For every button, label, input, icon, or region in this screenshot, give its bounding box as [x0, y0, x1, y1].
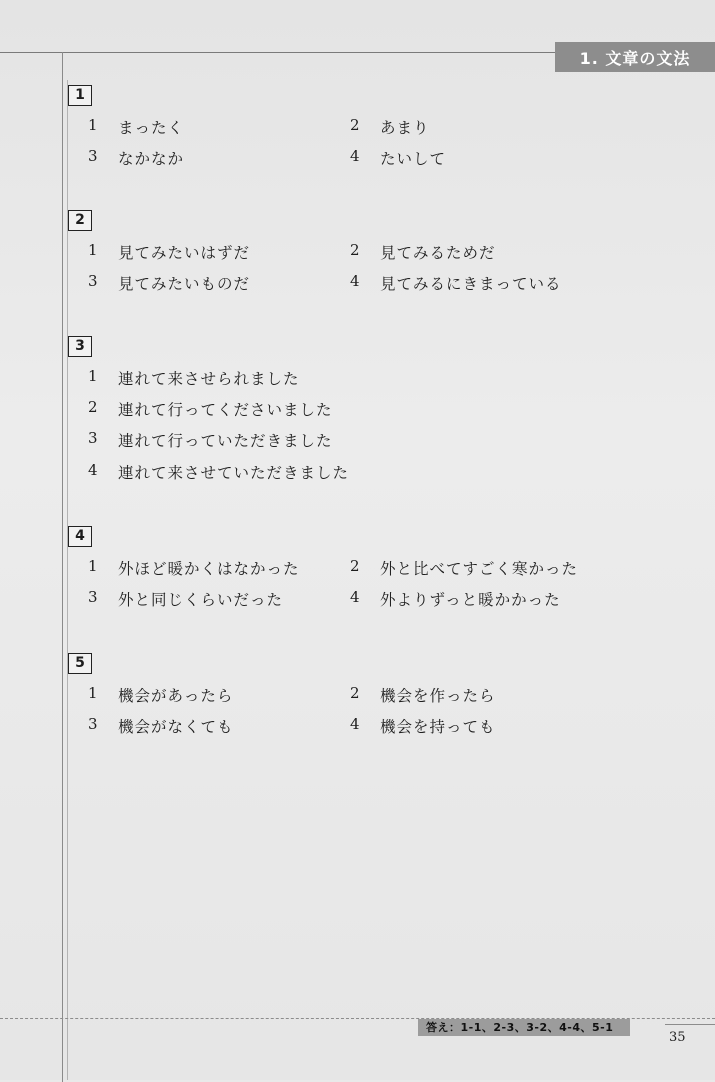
option-text: 機会を作ったら	[380, 687, 496, 705]
option-number: 2	[350, 557, 360, 575]
option-text: 機会がなくても	[118, 718, 234, 736]
option-number: 1	[88, 367, 98, 385]
option-number: 1	[88, 241, 98, 259]
option-text: 機会を持っても	[380, 718, 496, 736]
question-number-box	[68, 335, 92, 357]
option-text: なかなか	[118, 150, 185, 168]
option-number: 3	[88, 147, 98, 165]
question-number: 4	[68, 526, 92, 547]
option-number: 3	[88, 429, 98, 447]
option-number: 4	[350, 272, 360, 290]
option-text: 外よりずっと暖かかった	[380, 591, 561, 609]
question-number: 5	[68, 653, 92, 674]
option-text: 機会があったら	[118, 687, 234, 705]
question-number: 1	[68, 85, 92, 106]
question-number-box	[68, 652, 92, 674]
section-title: 1. 文章の文法	[555, 42, 715, 72]
question-number-box	[68, 209, 92, 231]
margin-rule	[62, 52, 63, 1082]
option-text: あまり	[380, 119, 430, 137]
option-text: たいして	[380, 150, 447, 168]
question-number: 3	[68, 336, 92, 357]
option-number: 2	[350, 241, 360, 259]
option-text: 連れて来させられました	[118, 370, 300, 388]
question-number-box	[68, 525, 92, 547]
option-text: 見てみたいはずだ	[118, 244, 251, 262]
option-text: 連れて行ってくださいました	[118, 401, 333, 419]
page-number: 35	[669, 1030, 686, 1045]
option-text: 外ほど暖かくはなかった	[118, 560, 300, 578]
option-number: 1	[88, 557, 98, 575]
option-number: 2	[350, 684, 360, 702]
option-number: 4	[88, 461, 98, 479]
option-text: 外と同じくらいだった	[118, 591, 284, 609]
page-number-rule	[665, 1024, 715, 1025]
option-number: 4	[350, 715, 360, 733]
option-text: 連れて行っていただきました	[118, 432, 333, 450]
option-text: 見てみるにきまっている	[380, 275, 562, 293]
question-number-box	[68, 84, 92, 106]
option-number: 2	[88, 398, 98, 416]
option-number: 4	[350, 588, 360, 606]
question-number: 2	[68, 210, 92, 231]
option-text: 見てみるためだ	[380, 244, 496, 262]
option-number: 3	[88, 588, 98, 606]
option-number: 3	[88, 715, 98, 733]
answer-key: 答え：1-1、2-3、3-2、4-4、5-1	[418, 1019, 630, 1036]
option-number: 3	[88, 272, 98, 290]
option-number: 1	[88, 684, 98, 702]
option-text: まったく	[118, 119, 185, 137]
option-text: 連れて来させていただきました	[118, 464, 350, 482]
option-text: 外と比べてすごく寒かった	[380, 560, 579, 578]
option-number: 1	[88, 116, 98, 134]
option-number: 4	[350, 147, 360, 165]
option-text: 見てみたいものだ	[118, 275, 251, 293]
header-rule	[0, 52, 560, 53]
option-number: 2	[350, 116, 360, 134]
